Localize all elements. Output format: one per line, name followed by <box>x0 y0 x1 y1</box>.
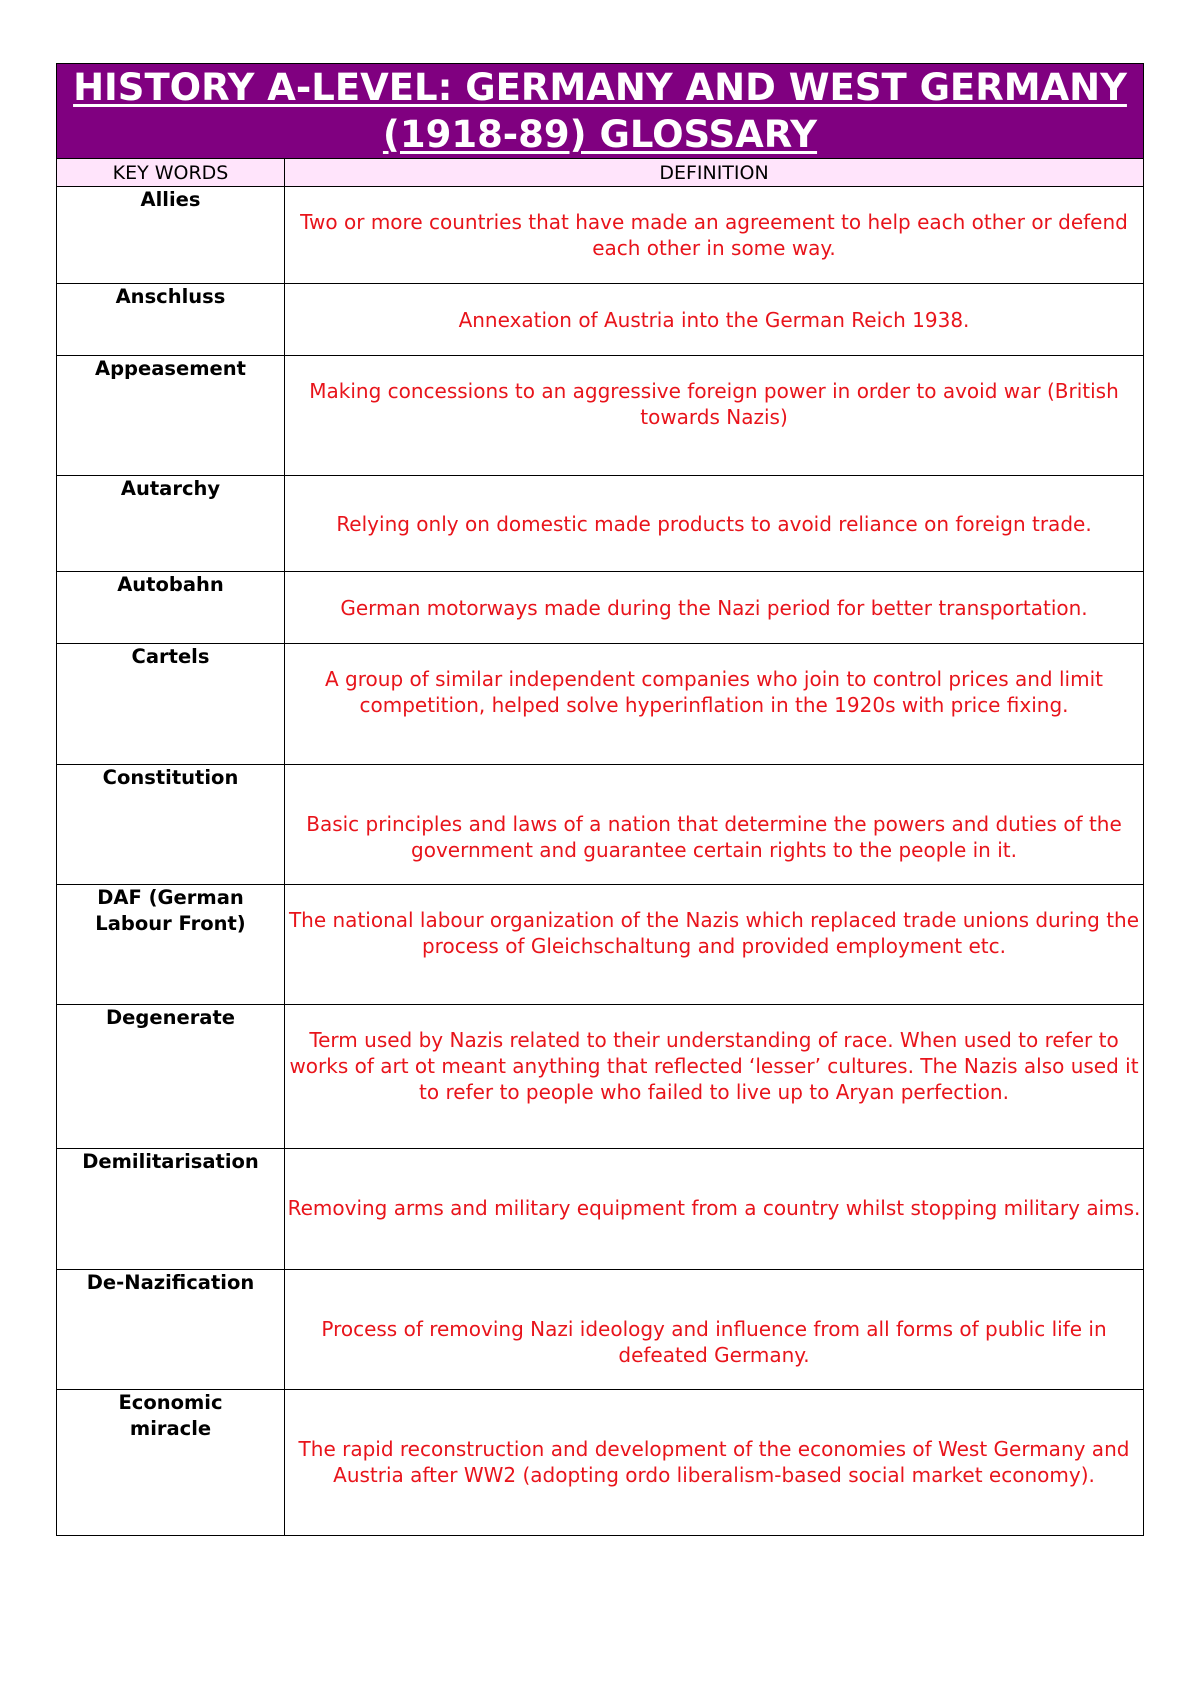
definition-economic-miracle: The rapid reconstruction and development of the economies of West Germany and Austria after WW2 (adopting ordo liberalism-based social market economy). <box>298 1437 1130 1487</box>
term-cell <box>57 1149 285 1270</box>
term-cell <box>57 356 285 476</box>
term-cell <box>57 1390 285 1536</box>
definition-cell <box>285 1149 1144 1270</box>
definition-autarchy: Relying only on domestic made products to avoid reliance on foreign trade. <box>336 511 1092 536</box>
definition-cell <box>285 1005 1144 1149</box>
term-constitution: Constitution <box>102 766 239 789</box>
definition-appeasement: Making concessions to an aggressive foreign power in order to avoid war (British towards Nazis) <box>309 379 1119 429</box>
term-economic-miracle: Economic miracle <box>118 1391 223 1440</box>
definition-de-nazification: Process of removing Nazi ideology and influence from all forms of public life in defeated Germany. <box>321 1317 1107 1367</box>
term-cell <box>57 187 285 284</box>
header-row <box>57 159 1144 187</box>
table-row <box>57 187 1144 284</box>
definition-cell <box>285 644 1144 765</box>
definition-cell <box>285 284 1144 356</box>
definition-cell <box>285 885 1144 1005</box>
glossary-sheet <box>56 63 1143 1536</box>
definition-cell <box>285 356 1144 476</box>
title-cell <box>57 64 1144 159</box>
definition-autobahn: German motorways made during the Nazi period for better transportation. <box>340 595 1088 620</box>
term-de-nazification: De-Nazification <box>86 1271 255 1294</box>
table-row <box>57 885 1144 1005</box>
definition-demilitarisation: Removing arms and military equipment from a country whilst stopping military aims. <box>287 1196 1141 1220</box>
table-row <box>57 284 1144 356</box>
term-degenerate: Degenerate <box>105 1006 236 1029</box>
definition-cartels: A group of similar independent companies who join to control prices and limit competition, helped solve hyperinflation in the 1920s with price fixing. <box>325 667 1103 717</box>
table-row <box>57 1005 1144 1149</box>
page-title: HISTORY A-LEVEL: GERMANY AND WEST GERMANY (1918-89) GLOSSARY <box>73 66 1127 156</box>
term-appeasement: Appeasement <box>95 357 246 380</box>
term-demilitarisation: Demilitarisation <box>82 1150 259 1173</box>
term-cell <box>57 1270 285 1390</box>
title-row <box>57 64 1144 159</box>
definition-cell <box>285 1270 1144 1390</box>
column-header-definition: DEFINITION <box>285 159 1144 187</box>
definition-cell <box>285 476 1144 572</box>
definition-cell <box>285 765 1144 885</box>
term-autarchy: Autarchy <box>120 477 221 500</box>
term-cell <box>57 885 285 1005</box>
definition-cell <box>285 187 1144 284</box>
term-cartels: Cartels <box>131 645 210 668</box>
definition-cell <box>285 1390 1144 1536</box>
term-anschluss: Anschluss <box>115 285 226 308</box>
term-cell <box>57 572 285 644</box>
column-header-key-words: KEY WORDS <box>57 159 285 187</box>
term-cell <box>57 476 285 572</box>
table-row <box>57 1270 1144 1390</box>
term-cell <box>57 765 285 885</box>
term-cell <box>57 284 285 356</box>
table-row <box>57 1149 1144 1270</box>
table-row <box>57 1390 1144 1536</box>
glossary-table <box>56 63 1144 1536</box>
term-daf: DAF (German Labour Front) <box>95 886 246 935</box>
table-row <box>57 356 1144 476</box>
definition-daf: The national labour organization of the Nazis which replaced trade unions during the process of Gleichschaltung and provided employment etc. <box>288 908 1140 958</box>
term-allies: Allies <box>140 188 201 211</box>
table-row <box>57 644 1144 765</box>
table-row <box>57 476 1144 572</box>
term-autobahn: Autobahn <box>117 573 224 596</box>
definition-allies: Two or more countries that have made an agreement to help each other or defend each other in some way. <box>300 210 1128 260</box>
table-row <box>57 572 1144 644</box>
definition-anschluss: Annexation of Austria into the German Reich 1938. <box>458 307 970 332</box>
table-row <box>57 765 1144 885</box>
definition-degenerate: Term used by Nazis related to their understanding of race. When used to refer to works of art ot meant anything that reflected ‘lesser’ cultures. The Nazis also used it to refer to people who failed to live up to Aryan perfection. <box>289 1028 1139 1104</box>
term-cell <box>57 644 285 765</box>
definition-constitution: Basic principles and laws of a nation that determine the powers and duties of the government and guarantee certain rights to the people in it. <box>306 812 1122 862</box>
term-cell <box>57 1005 285 1149</box>
definition-cell <box>285 572 1144 644</box>
